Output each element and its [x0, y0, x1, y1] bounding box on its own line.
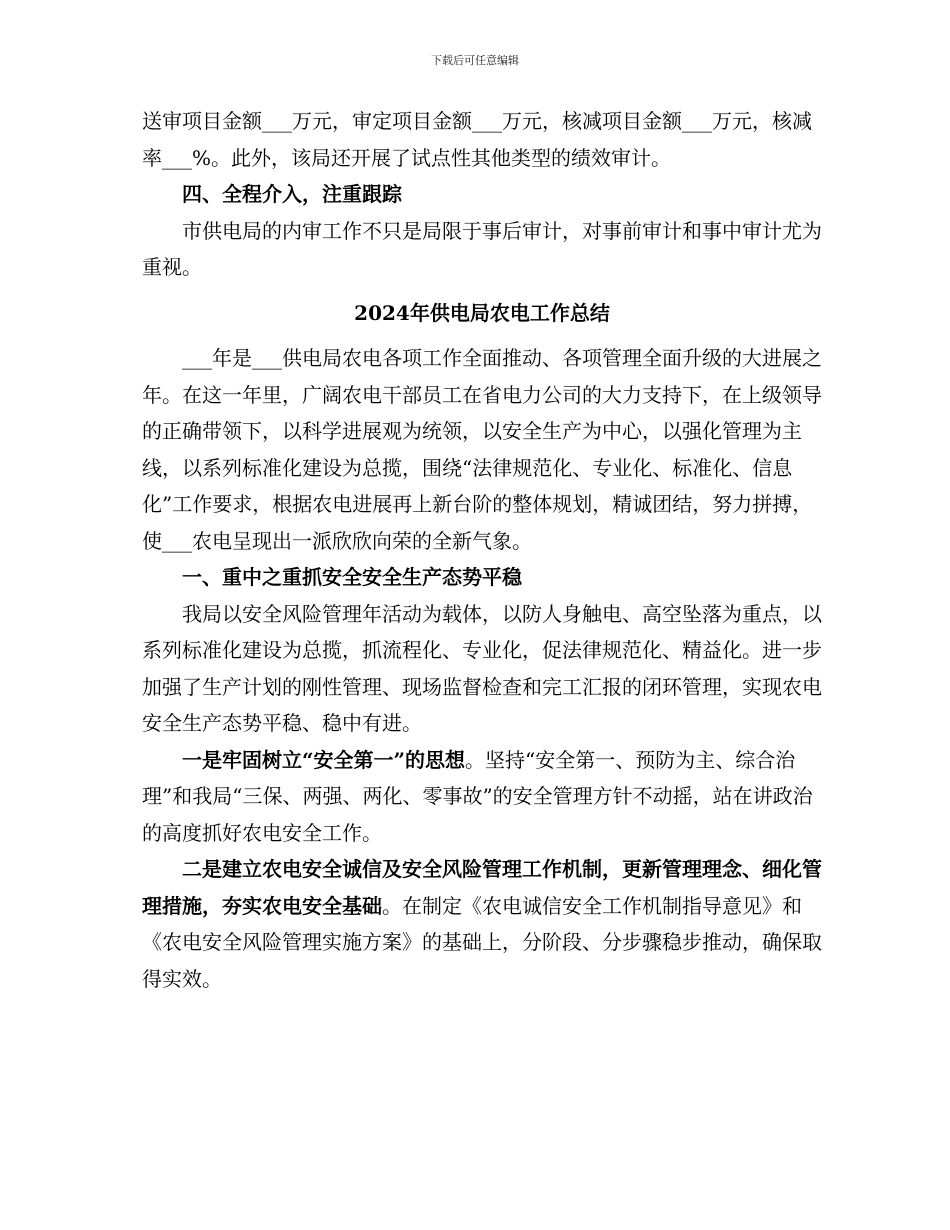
point-one-lead: 一是牢固树立“安全第一”的思想: [182, 747, 466, 772]
document-body: [142, 103, 822, 997]
section-heading-four: 四、全程介入，注重跟踪: [182, 182, 402, 206]
point-two-text: 。在制定《农电诚信安全工作机制指导意见》和《农电安全风险管理实施方案》的基础上，分阶段、分步骤稳步推动，确保取得实效。: [142, 893, 822, 991]
point-one-text: 。坚持“安全第一、预防为主、综合治理”和我局“三保、两强、两化、零事故”的安全管理方针不动摇，站在讲政治的高度抓好农电安全工作。: [142, 747, 813, 845]
paragraph-internal-audit: 市供电局的内审工作不只是局限于事后审计，对事前审计和事中审计尤为重视。: [142, 218, 822, 279]
point-two-lead: 二是建立农电安全诚信及安全风险管理工作机制，更新管理理念、细化管理措施，夯实农电安全基础: [142, 857, 822, 918]
paragraph-point-two: [142, 851, 822, 997]
paragraph-point-one: [142, 742, 822, 852]
paragraph-audit-amounts: 送审项目金额___万元，审定项目金额___万元，核减项目金额___万元，核减率___%。此外，该局还开展了试点性其他类型的绩效审计。: [142, 109, 812, 170]
page-header-note: 下载后可任意编辑: [431, 54, 519, 67]
document-title: 2024年供电局农电工作总结: [354, 300, 610, 325]
paragraph-safety-management: 我局以安全风险管理年活动为载体，以防人身触电、高空坠落为重点，以系列标准化建设为总揽，抓流程化、专业化，促法律规范化、精益化。进一步加强了生产计划的刚性管理、现场监督检查和完工汇报的闭环管理，实现农电安全生产态势平稳、稳中有进。: [142, 601, 822, 735]
section-heading-one: 一、重中之重抓安全安全生产态势平稳: [182, 565, 522, 589]
paragraph-intro: ___年是___供电局农电各项工作全面推动、各项管理全面升级的大进展之年。在这一年里，广阔农电干部员工在省电力公司的大力支持下，在上级领导的正确带领下，以科学进展观为统领，以安全生产为中心，以强化管理为主线，以系列标准化建设为总揽，围绕“法律规范化、专业化、标准化、信息化”工作要求，根据农电进展再上新台阶的整体规划，精诚团结，努力拼搏，使___农电呈现出一派欣欣向荣的全新气象。: [142, 346, 822, 553]
